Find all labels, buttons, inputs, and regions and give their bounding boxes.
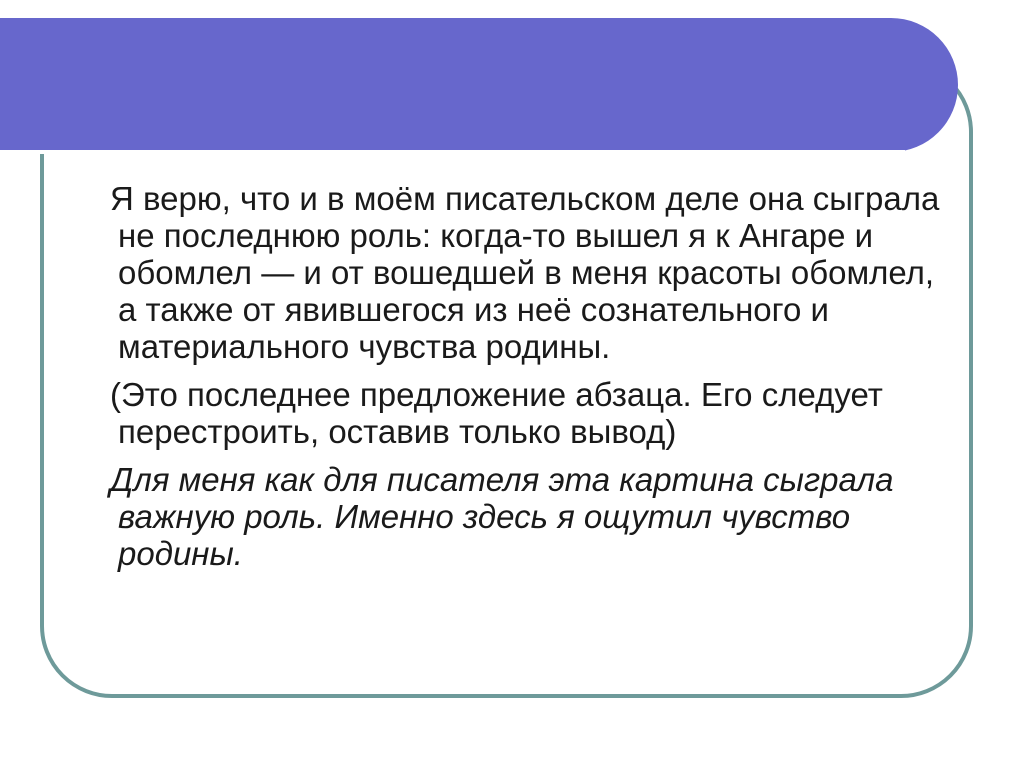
paragraph-revised: Для меня как для писателя эта картина сыграла важную роль. Именно здесь я ощутил чувство родины. — [110, 461, 894, 572]
paragraph-comment: (Это последнее предложение абзаца. Его следует перестроить, оставив только вывод) — [110, 376, 883, 450]
body-text — [110, 180, 955, 572]
paragraph-original: Я верю, что и в моём писательском деле она сыграла не последнюю роль: когда-то вышел я к Ангаре и обомлел — и от вошедшей в меня красоты обомлел, а также от явившегося из неё сознательного и материального чувства родины. — [110, 180, 940, 365]
header-rule — [0, 150, 905, 154]
header-band — [0, 18, 958, 152]
